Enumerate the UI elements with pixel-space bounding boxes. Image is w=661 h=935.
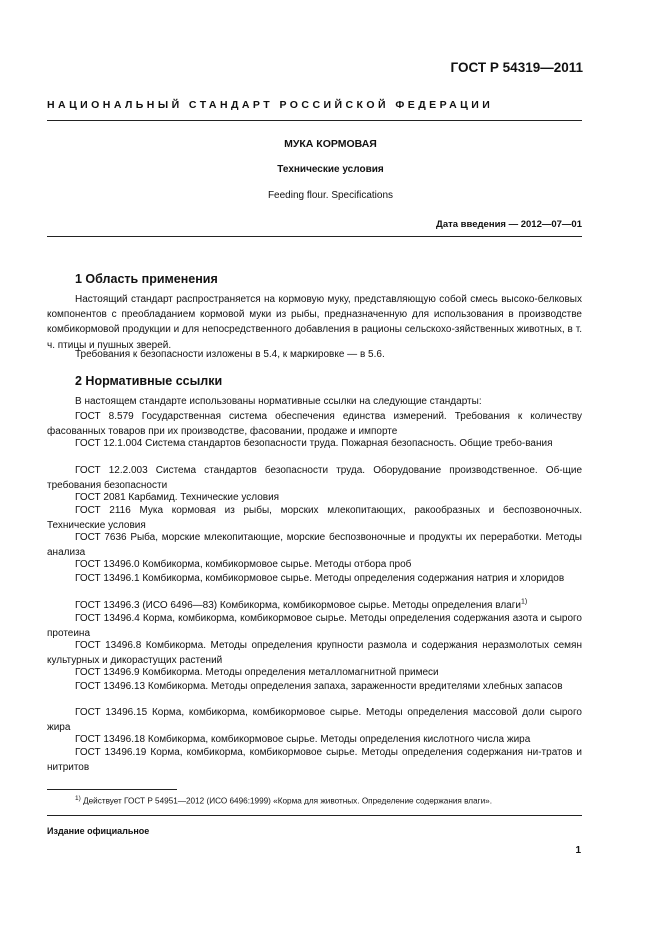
reference-item: ГОСТ 13496.15 Корма, комбикорма, комбикормовое сырье. Методы определения массовой доли сырого жира	[47, 707, 582, 734]
header-rule-top	[47, 120, 582, 121]
reference-item: ГОСТ 13496.19 Корма, комбикорма, комбикормовое сырье. Методы определения содержания ни-тратов и нитритов	[47, 747, 582, 774]
section-1-paragraph: Требования к безопасности изложены в 5.4, к маркировке — в 5.6.	[75, 349, 385, 360]
document-title: МУКА КОРМОВАЯ	[284, 138, 377, 150]
footnote-text: Действует ГОСТ Р 54951—2012 (ИСО 6496:1999) «Корма для животных. Определение содержания влаги».	[83, 796, 493, 806]
reference-item: ГОСТ 7636 Рыба, морские млекопитающие, морские беспозвоночные и продукты их переработки. Методы анализа	[47, 532, 582, 559]
official-edition-label: Издание официальное	[47, 826, 150, 836]
document-title-english: Feeding flour. Specifications	[267, 190, 394, 201]
reference-item: ГОСТ 12.1.004 Система стандартов безопасности труда. Пожарная безопасность. Общие требо-вания	[75, 438, 553, 449]
reference-item: ГОСТ 13496.0 Комбикорма, комбикормовое сырье. Методы отбора проб	[75, 559, 412, 570]
reference-item: ГОСТ 2116 Мука кормовая из рыбы, морских млекопитающих, ракообразных и беспозвоночных. Технические условия	[47, 505, 582, 532]
footer-rule	[47, 815, 582, 816]
reference-item: ГОСТ 13496.13 Комбикорма. Методы определения запаха, зараженности вредителями хлебных запасов	[75, 681, 563, 692]
reference-text: ГОСТ 13496.3 (ИСО 6496—83) Комбикорма, комбикормовое сырье. Методы определения влаги	[75, 600, 521, 611]
page-number: 1	[575, 845, 581, 856]
section-2-heading: 2 Нормативные ссылки	[75, 374, 223, 388]
reference-item: ГОСТ 13496.18 Комбикорма, комбикормовое сырье. Методы определения кислотного числа жира	[75, 734, 531, 745]
reference-item: ГОСТ 13496.9 Комбикорма. Методы определения металломагнитной примеси	[75, 667, 439, 678]
document-subtitle: Технические условия	[277, 164, 384, 175]
footnote-rule	[47, 789, 177, 790]
reference-item: ГОСТ 8.579 Государственная система обеспечения единства измерений. Требования к количеству фасованных товаров при их производстве, фасовании, продаже и импорте	[47, 411, 582, 438]
section-1-paragraph: Настоящий стандарт распространяется на кормовую муку, представляющую собой смесь высоко-белковых компонентов с преобладанием кормовой муки из рыбы, предназначенную для использования в производстве комбикормовой продукции и для непосредственного добавления в рационы сельскохо-зяйственных животных, в т. ч. птицы и пушных зверей.	[47, 294, 582, 351]
footnote-number: 1)	[75, 795, 81, 802]
section-2-intro: В настоящем стандарте использованы нормативные ссылки на следующие стандарты:	[75, 396, 482, 407]
reference-item: ГОСТ 13496.4 Корма, комбикорма, комбикормовое сырье. Методы определения содержания азота и сырого протеина	[47, 613, 582, 640]
reference-item: ГОСТ 13496.8 Комбикорма. Методы определения крупности размола и содержания неразмолотых семян культурных и дикорастущих растений	[47, 640, 582, 667]
section-1-heading: 1 Область применения	[75, 272, 218, 286]
reference-item: ГОСТ 13496.1 Комбикорма, комбикормовое сырье. Методы определения содержания натрия и хлоридов	[75, 573, 565, 584]
standard-number: ГОСТ Р 54319—2011	[450, 60, 583, 75]
reference-item: ГОСТ 12.2.003 Система стандартов безопасности труда. Оборудование производственное. Об-щие требования безопасности	[47, 465, 582, 492]
footnote-marker: 1)	[520, 598, 528, 606]
national-standard-banner: НАЦИОНАЛЬНЫЙ СТАНДАРТ РОССИЙСКОЙ ФЕДЕРАЦИИ	[47, 99, 494, 111]
introduction-date: Дата введения — 2012—07—01	[436, 219, 582, 230]
reference-item: ГОСТ 2081 Карбамид. Технические условия	[75, 492, 280, 503]
footnote	[75, 793, 582, 808]
header-rule-bottom	[47, 236, 582, 237]
